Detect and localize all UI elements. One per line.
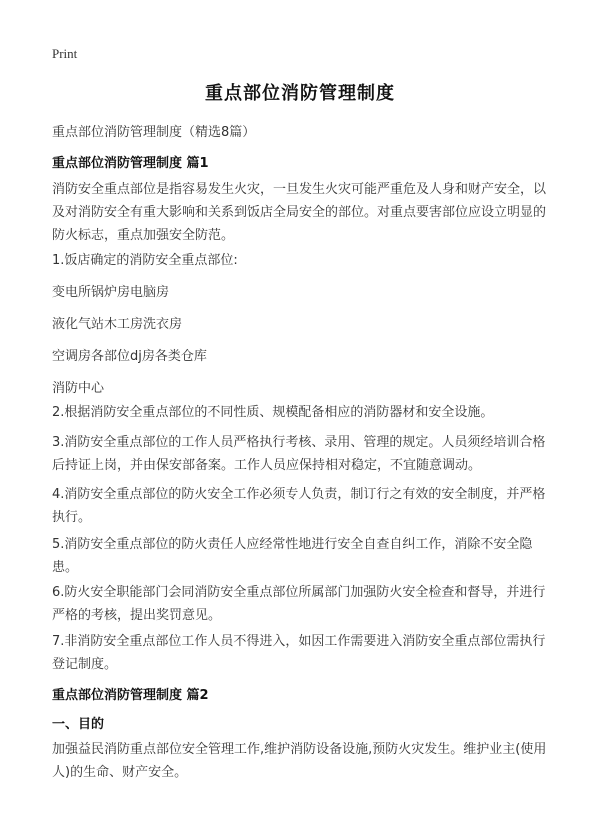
section1-item-3: 3.消防安全重点部位的工作人员严格执行考核、录用、管理的规定。人员须经培训合格后持证上岗，并由保安部备案。工作人员应保持相对稳定，不宜随意调动。 [52, 435, 546, 473]
section1-item-7: 7.非消防安全重点部位工作人员不得进入，如因工作需要进入消防安全重点部位需执行登记制度。 [52, 634, 546, 672]
places-line-4: 消防中心 [52, 381, 105, 396]
section1-item-6: 6.防火安全职能部门会同消防安全重点部位所属部门加强防火安全检查和督导，并进行严格的考核，提出奖罚意见。 [52, 585, 546, 623]
places-line-1: 变电所锅炉房电脑房 [52, 285, 170, 300]
document-subtitle: 重点部位消防管理制度（精选8篇） [52, 125, 256, 140]
section-heading-1: 重点部位消防管理制度 篇1 [52, 156, 209, 171]
section1-intro-paragraph: 消防安全重点部位是指容易发生火灾，一旦发生火灾可能严重危及人身和财产安全，以及对消防安全有重大影响和关系到饭店全局安全的部位。对重点要害部位应设立明显的防火标志，重点加强安全防范。 [52, 182, 547, 243]
places-line-2: 液化气站木工房洗衣房 [52, 317, 183, 332]
section1-item-2: 2.根据消防安全重点部位的不同性质、规模配备相应的消防器材和安全设施。 [52, 405, 494, 420]
document-title: 重点部位消防管理制度 [205, 83, 395, 104]
section2-subheading: 一、目的 [52, 717, 105, 732]
places-line-3: 空调房各部位dj房各类仓库 [52, 349, 207, 364]
print-label: Print [52, 46, 78, 61]
section2-paragraph-1: 加强益民消防重点部位安全管理工作,维护消防设备设施,预防火灾发生。维护业主(使用人)的生命、财产安全。 [52, 742, 547, 780]
section-heading-2: 重点部位消防管理制度 篇2 [52, 688, 209, 703]
section1-item-1: 1.饭店确定的消防安全重点部位: [52, 253, 238, 268]
section1-item-5: 5.消防安全重点部位的防火责任人应经常性地进行安全自查自纠工作，消除不安全隐患。 [52, 537, 533, 575]
section1-item-4: 4.消防安全重点部位的防火安全工作必须专人负责，制订行之有效的安全制度，并严格执行。 [52, 487, 546, 525]
